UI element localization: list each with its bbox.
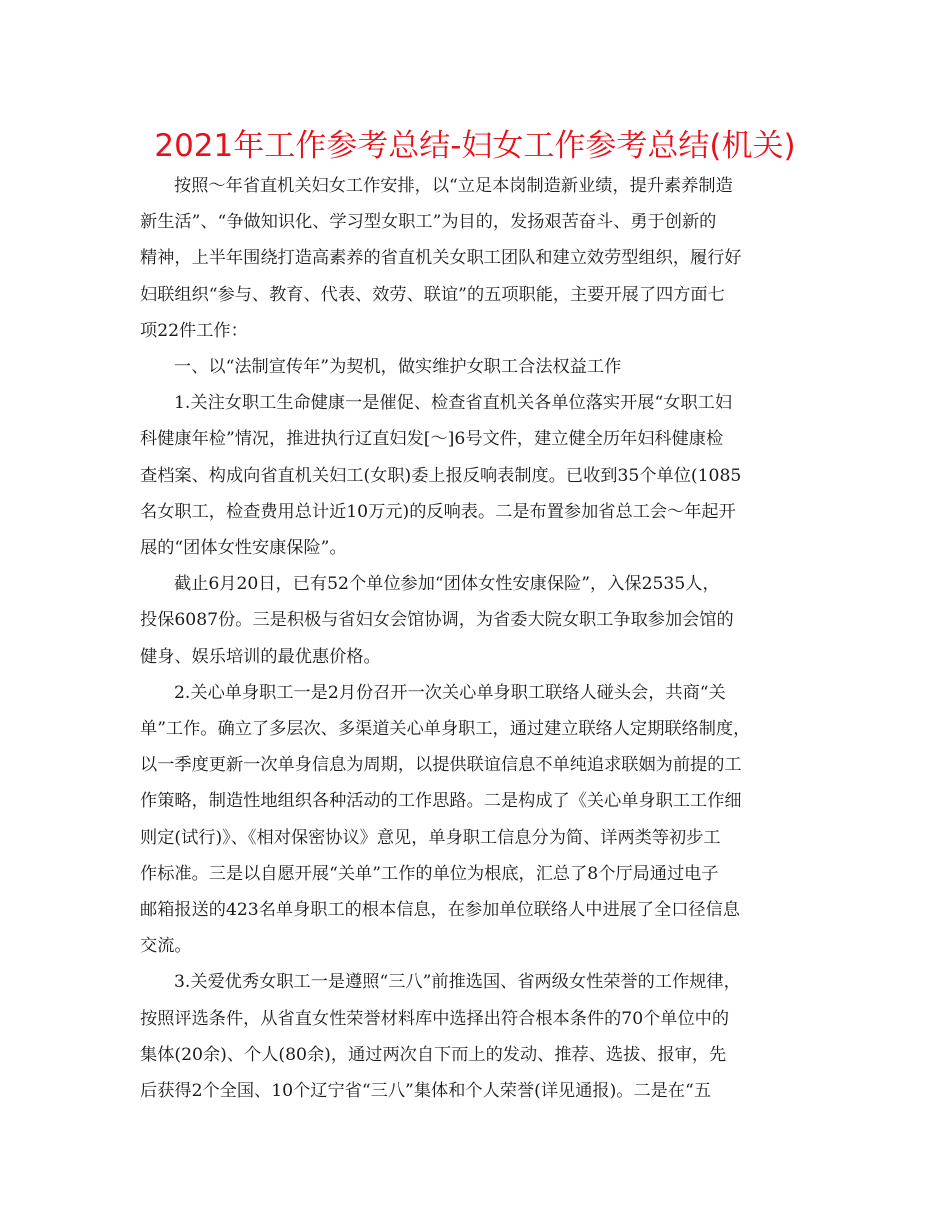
paragraph-line: 单”工作。确立了多层次、多渠道关心单身职工，通过建立联络人定期联络制度， xyxy=(140,719,751,740)
paragraph-single-staff xyxy=(140,675,810,965)
paragraph-line: 展的“团体女性安康保险”。 xyxy=(140,538,347,559)
paragraph-line: 3.关爱优秀女职工一是遵照“三八”前推选国、省两级女性荣誉的工作规律， xyxy=(174,972,741,993)
paragraph-line: 集体(20余)、个人(80余)，通过两次自下而上的发动、推荐、选拔、报审，先 xyxy=(140,1044,727,1065)
paragraph-line: 妇联组织“参与、教育、代表、效劳、联谊”的五项职能，主要开展了四方面七 xyxy=(140,284,725,305)
paragraph-line: 后获得2个全国、10个辽宁省“三八”集体和个人荣誉(详见通报)。二是在“五 xyxy=(140,1081,712,1102)
paragraph-outstanding-staff xyxy=(140,964,810,1109)
paragraph-line: 精神，上半年围绕打造高素养的省直机关女职工团队和建立效劳型组织，履行好 xyxy=(140,248,742,269)
paragraph-line: 作策略，制造性地组织各种活动的工作思路。二是构成了《关心单身职工工作细 xyxy=(140,791,742,812)
document-body xyxy=(140,168,810,1109)
paragraph-line: 投保6087份。三是积极与省妇女会馆协调，为省委大院女职工争取参加会馆的 xyxy=(140,610,734,631)
section-heading xyxy=(140,349,810,385)
paragraph-line: 则定(试行)》、《相对保密协议》意见，单身职工信息分为简、详两类等初步工 xyxy=(140,827,721,848)
paragraph-line: 新生活”、“争做知识化、学习型女职工”为目的，发扬艰苦奋斗、勇于创新的 xyxy=(140,212,717,233)
paragraph-line: 以一季度更新一次单身信息为周期，以提供联谊信息不单纯追求联姻为前提的工 xyxy=(140,755,742,776)
paragraph-line: 交流。 xyxy=(140,936,192,957)
paragraph-line: 1.关注女职工生命健康一是催促、检查省直机关各单位落实开展“女职工妇 xyxy=(174,393,733,414)
paragraph-line: 截止6月20日，已有52个单位参加“团体女性安康保险”，入保2535人， xyxy=(174,574,720,595)
paragraph-line: 名女职工，检查费用总计近10万元)的反响表。二是布置参加省总工会～年起开 xyxy=(140,501,736,522)
paragraph-line: 查档案、构成向省直机关妇工(女职)委上报反响表制度。已收到35个单位(1085 xyxy=(140,465,742,486)
paragraph-health xyxy=(140,385,810,566)
paragraph-line: 科健康年检”情况，推进执行辽直妇发[～]6号文件，建立健全历年妇科健康检 xyxy=(140,429,724,450)
paragraph-line: 按照评选条件，从省直女性荣誉材料库中选择出符合根本条件的70个单位中的 xyxy=(140,1008,730,1029)
paragraph-intro xyxy=(140,168,810,349)
paragraph-line: 健身、娱乐培训的最优惠价格。 xyxy=(140,646,381,667)
paragraph-line: 2.关心单身职工一是2月份召开一次关心单身职工联络人碰头会，共商“关 xyxy=(174,682,726,703)
document-title: 2021年工作参考总结-妇女工作参考总结(机关) xyxy=(154,128,796,164)
paragraph-insurance xyxy=(140,566,810,675)
paragraph-line: 邮箱报送的423名单身职工的根本信息，在参加单位联络人中进展了全口径信息 xyxy=(140,900,740,921)
paragraph-line: 作标准。三是以自愿开展“关单”工作的单位为根底，汇总了8个厅局通过电子 xyxy=(140,863,719,884)
paragraph-line: 按照～年省直机关妇女工作安排，以“立足本岗制造新业绩，提升素养制造 xyxy=(174,176,733,196)
paragraph-line: 一、以“法制宣传年”为契机，做实维护女职工合法权益工作 xyxy=(174,357,622,378)
paragraph-line: 项22件工作： xyxy=(140,320,248,341)
